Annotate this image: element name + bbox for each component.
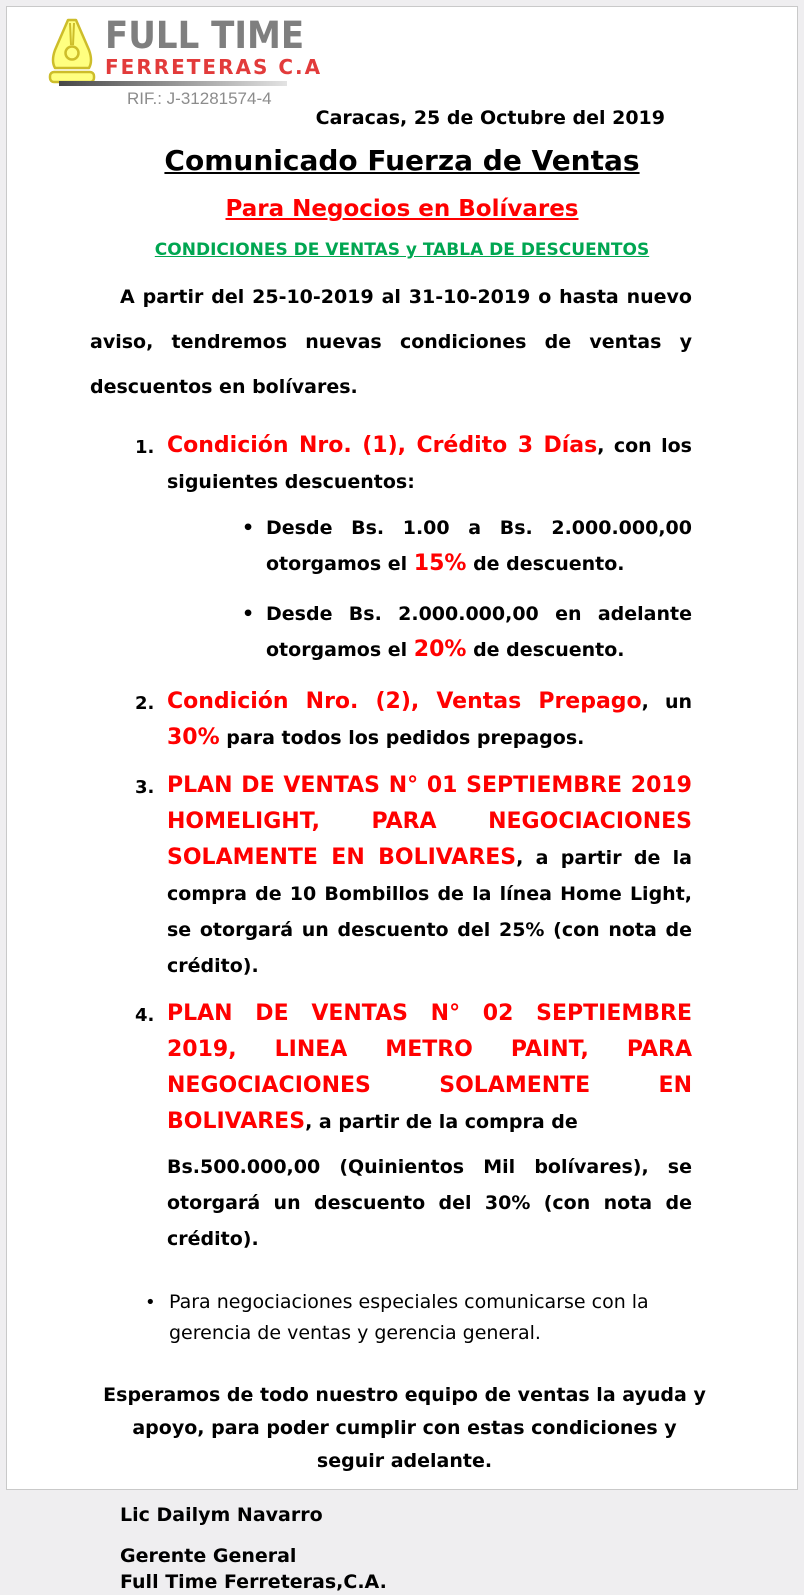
item-3-highlight: PLAN DE VENTAS N° 01 SEPTIEMBRE 2019 HOMELIGHT, PARA NEGOCIACIONES SOLAMENTE EN BOLIVARES xyxy=(167,773,692,870)
document-subtitle: Para Negocios en Bolívares xyxy=(225,196,579,222)
logo-divider xyxy=(59,81,287,86)
bullet-1-pre: Desde Bs. 1.00 a Bs. 2.000.000,00 otorgamos el xyxy=(266,517,692,575)
document-title: Comunicado Fuerza de Ventas xyxy=(164,144,640,177)
brand-name: FULL TIME xyxy=(105,14,305,57)
signature-block xyxy=(120,1502,797,1595)
discount-bullet-2 xyxy=(242,596,692,668)
special-note xyxy=(145,1287,687,1349)
signer-role: Gerente General xyxy=(120,1545,297,1567)
date-line: Caracas, 25 de Octubre del 2019 xyxy=(315,107,665,129)
signer-name: Lic Dailym Navarro xyxy=(120,1504,323,1526)
bullet-icon: • xyxy=(145,1292,156,1313)
item-2-mid: , un xyxy=(641,691,692,713)
discount-bullet-1-text xyxy=(266,510,692,582)
list-item-3 xyxy=(135,768,692,984)
item-3-number: 3. xyxy=(135,777,155,798)
item-3-rest: , a partir de la compra de 10 Bombillos de la línea Home Light, se otorgará un descuento del 25% (con nota de crédito). xyxy=(167,847,692,977)
document-page xyxy=(6,6,798,1593)
list-item-4 xyxy=(135,996,692,1257)
closing-paragraph: Esperamos de todo nuestro equipo de ventas la ayuda y apoyo, para poder cumplir con estas condiciones y seguir adelante. xyxy=(103,1384,706,1472)
conditions-list xyxy=(135,428,692,1257)
item-1-text xyxy=(167,428,692,672)
bullet-icon: • xyxy=(242,603,255,625)
bullet-icon: • xyxy=(242,517,255,539)
item-4-text xyxy=(167,996,692,1257)
item-2-number: 2. xyxy=(135,693,155,714)
item-2-rest: para todos los pedidos prepagos. xyxy=(219,727,585,749)
logo-text xyxy=(105,14,323,109)
list-item-1 xyxy=(135,428,692,672)
item-4-rest: , a partir de la compra de xyxy=(305,1111,578,1133)
item-1-bullets xyxy=(242,510,692,668)
bullet-2-post: de descuento. xyxy=(466,639,625,661)
bullet-2-pre: Desde Bs. 2.000.000,00 en adelante otorgamos el xyxy=(266,603,692,661)
special-note-text: Para negociaciones especiales comunicarse con la gerencia de ventas y gerencia general. xyxy=(169,1291,649,1344)
item-1-number: 1. xyxy=(135,437,155,458)
signer-company: Full Time Ferreteras,C.A. xyxy=(120,1571,387,1593)
brand-subtitle: FERRETERAS C.A xyxy=(105,55,323,79)
item-2-percent: 30% xyxy=(167,725,220,750)
intro-paragraph: A partir del 25-10-2019 al 31-10-2019 o hasta nuevo aviso, tendremos nuevas condiciones de ventas y descuentos en bolívares. xyxy=(90,286,692,398)
bullet-2-percent: 20% xyxy=(413,637,467,662)
item-4-highlight: PLAN DE VENTAS N° 02 SEPTIEMBRE 2019, LINEA METRO PAINT, PARA NEGOCIACIONES SOLAMENTE EN BOLIVARES xyxy=(167,1001,692,1134)
company-logo xyxy=(7,7,797,108)
item-4-number: 4. xyxy=(135,1005,155,1026)
pen-nib-icon xyxy=(45,17,99,87)
discount-bullet-1 xyxy=(242,510,692,582)
conditions-heading: CONDICIONES DE VENTAS y TABLA DE DESCUENTOS xyxy=(154,240,650,260)
item-2-text xyxy=(167,684,692,756)
bullet-1-post: de descuento. xyxy=(466,553,625,575)
item-2-highlight: Condición Nro. (2), Ventas Prepago xyxy=(167,689,642,714)
item-4-amount-line: Bs.500.000,00 (Quinientos Mil bolívares), se otorgará un descuento del 30% (con nota de crédito). xyxy=(167,1156,692,1250)
item-1-rest: , con los siguientes descuentos: xyxy=(167,435,692,493)
item-3-text xyxy=(167,768,692,984)
list-item-2 xyxy=(135,684,692,756)
bullet-1-percent: 15% xyxy=(413,551,467,576)
company-rif: RIF.: J-31281574-4 xyxy=(127,89,272,108)
discount-bullet-2-text xyxy=(266,596,692,668)
item-1-highlight: Condición Nro. (1), Crédito 3 Días xyxy=(167,433,598,458)
